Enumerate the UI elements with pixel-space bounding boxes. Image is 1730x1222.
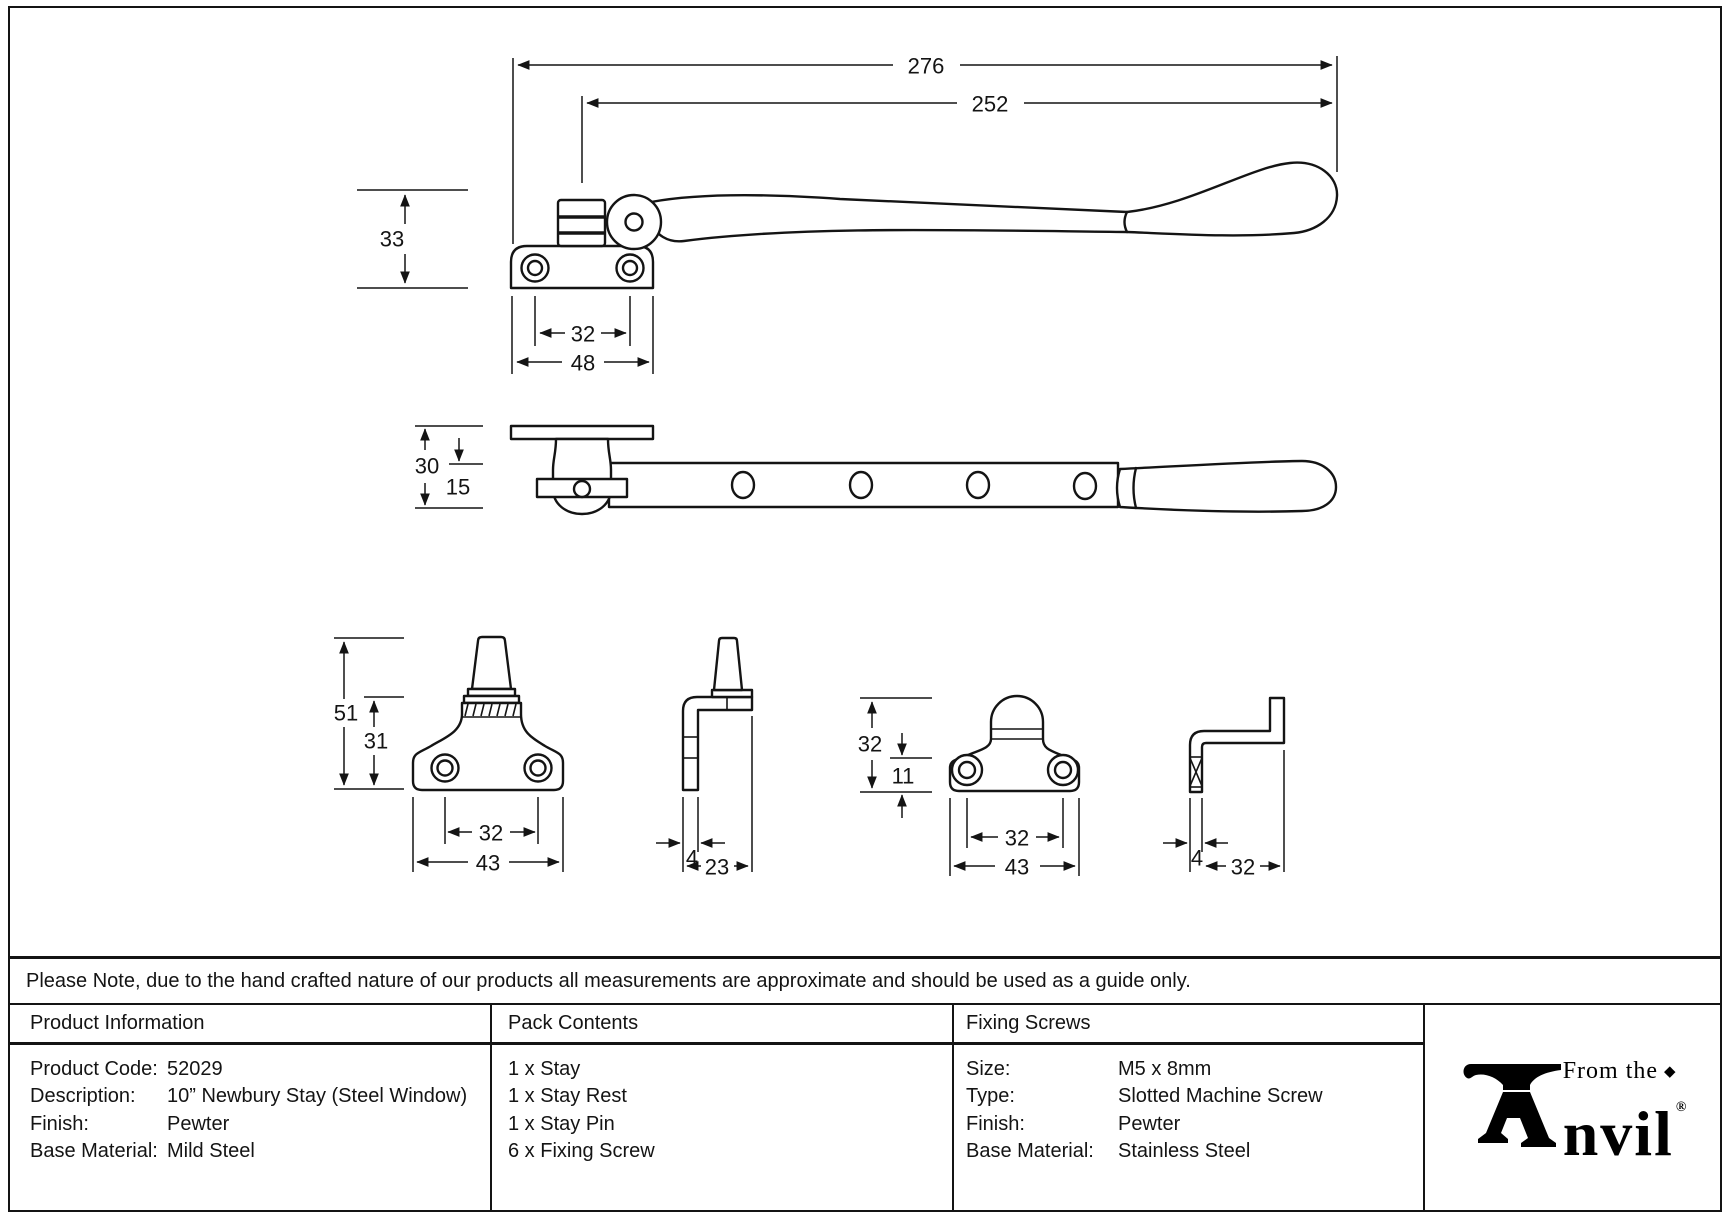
stay-pin-front-view: [334, 637, 563, 876]
stay-side-view: [415, 426, 1336, 514]
row-value: Mild Steel: [167, 1139, 255, 1162]
row-value: Pewter: [1118, 1112, 1181, 1135]
dim-label-side-height: 30: [414, 453, 440, 479]
dim-label-rest-plate: 11: [891, 763, 915, 789]
stay-front-view: [357, 54, 1337, 376]
row-value: Pewter: [167, 1112, 230, 1135]
fixing-screws-body: [966, 1056, 1323, 1165]
spec-table: [10, 1005, 1720, 1210]
product-information-body: [30, 1056, 467, 1165]
row-value: Stainless Steel: [1118, 1139, 1251, 1162]
logo-wordmark-text: nvil: [1562, 1098, 1674, 1169]
anvil-icon: [1457, 1056, 1569, 1152]
diamond-icon: ◆: [1664, 1064, 1677, 1080]
list-item: 1 x Stay Pin: [508, 1112, 615, 1135]
dim-label-pin-depth: 23: [704, 854, 730, 880]
dim-label-rest-depth: 32: [1230, 854, 1256, 880]
logo-prefix: [1563, 1058, 1689, 1085]
row-label: Size:: [966, 1058, 1011, 1080]
table-row: [30, 1056, 467, 1083]
table-row: [30, 1083, 467, 1110]
brand-logo-cell: [1425, 1005, 1720, 1210]
dim-label-rest-hole-spacing: 32: [1004, 825, 1030, 851]
row-label: Base Material:: [966, 1139, 1094, 1162]
table-divider-2: [952, 1005, 954, 1210]
logo-prefix-text: From the: [1562, 1058, 1659, 1084]
dim-label-pin-thickness: 4: [685, 845, 699, 871]
list-item: 6 x Fixing Screw: [508, 1139, 655, 1162]
table-row: [966, 1083, 1323, 1110]
row-label: Finish:: [30, 1112, 89, 1135]
note-text: Please Note, due to the hand crafted nature of our products all measurements are approximate and should be used as a guide only.: [26, 969, 1191, 992]
row-label: Product Code:: [30, 1058, 158, 1080]
measurement-note: [10, 956, 1720, 1005]
table-row: [966, 1056, 1323, 1083]
row-label: Finish:: [966, 1112, 1025, 1135]
table-row: [30, 1138, 467, 1165]
row-value: 10” Newbury Stay (Steel Window): [167, 1085, 468, 1108]
registered-trademark-icon: ®: [1675, 1100, 1689, 1115]
product-information-header: Product Information: [30, 1012, 205, 1034]
dim-label-pin-base-width: 43: [475, 850, 501, 876]
from-the-anvil-logo: [1457, 1056, 1689, 1169]
row-label: Base Material:: [30, 1139, 158, 1162]
fixing-screws-header: Fixing Screws: [966, 1012, 1091, 1034]
dim-label-pin-body-height: 31: [363, 728, 389, 754]
row-value: 52029: [167, 1058, 223, 1080]
dim-label-rest-base-width: 43: [1004, 854, 1030, 880]
dim-label-rest-height: 32: [857, 731, 883, 757]
dim-label-stay-overall: 276: [907, 53, 945, 79]
pack-contents-body: [508, 1056, 655, 1165]
table-divider-1: [490, 1005, 492, 1210]
row-value: Slotted Machine Screw: [1118, 1085, 1323, 1108]
table-row: [30, 1111, 467, 1138]
list-item: 1 x Stay Rest: [508, 1085, 627, 1108]
stay-rest-front-view: [858, 696, 1079, 880]
dim-label-stay-to-pivot: 252: [971, 91, 1009, 117]
stay-rest-side-view: [1163, 698, 1284, 880]
dim-label-side-bar: 15: [445, 474, 471, 500]
logo-text: [1562, 1056, 1689, 1169]
logo-wordmark: [1562, 1083, 1689, 1169]
row-label: Description:: [30, 1085, 136, 1108]
dim-label-stay-base-width: 48: [570, 350, 596, 376]
row-value: M5 x 8mm: [1118, 1058, 1212, 1080]
table-row: [966, 1111, 1323, 1138]
dim-label-stay-hole-spacing: 32: [570, 321, 596, 347]
list-item: 1 x Stay: [508, 1058, 581, 1080]
dim-label-stay-height: 33: [379, 226, 405, 252]
header-underline: [10, 1042, 1425, 1045]
dim-label-pin-hole-spacing: 32: [478, 820, 504, 846]
row-label: Type:: [966, 1085, 1015, 1108]
stay-pin-side-view: [656, 638, 752, 880]
table-row: [966, 1138, 1323, 1165]
pack-contents-header: Pack Contents: [508, 1012, 639, 1034]
dim-label-rest-thickness: 4: [1190, 845, 1204, 871]
dim-label-pin-total-height: 51: [333, 700, 359, 726]
